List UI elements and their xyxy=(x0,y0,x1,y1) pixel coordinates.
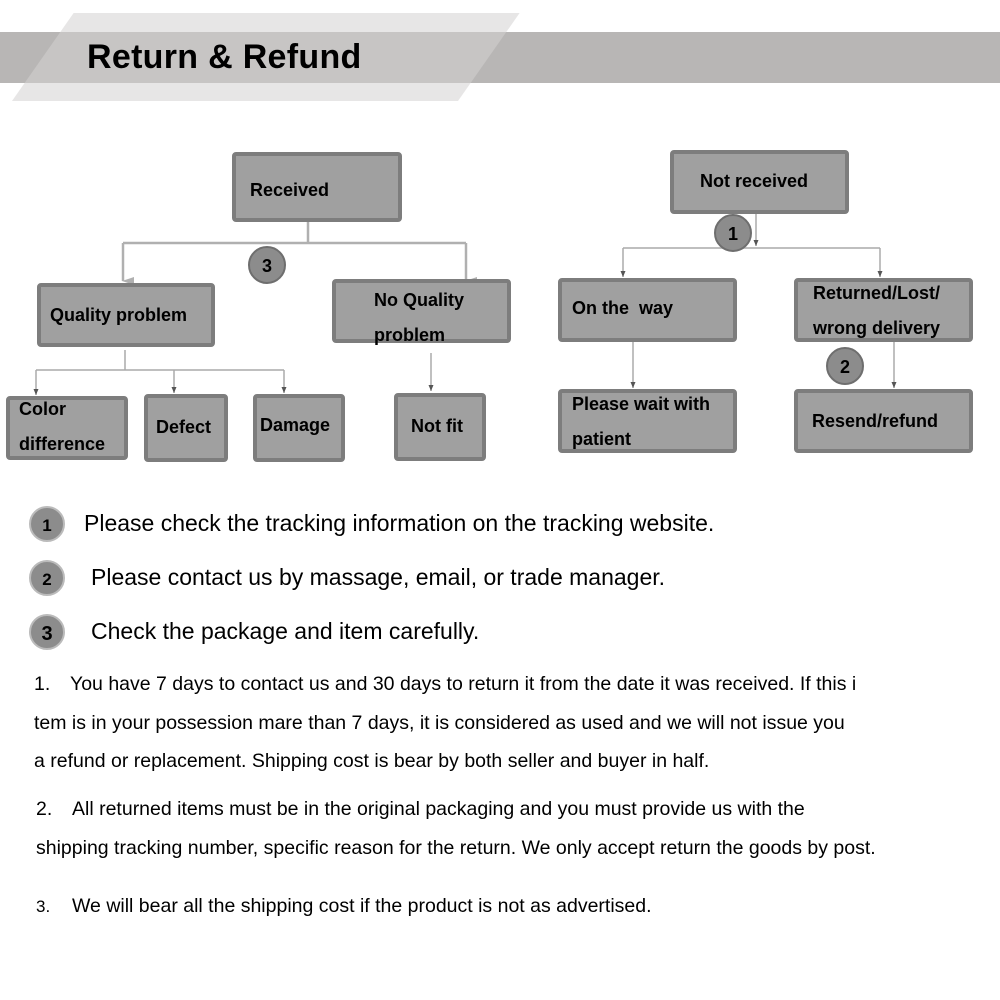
rule-line: a refund or replacement. Shipping cost is bear by both seller and buyer in half. xyxy=(34,750,710,772)
rule-number: 3. xyxy=(36,897,51,916)
legend-item-2: Please contact us by massage, email, or trade manager. xyxy=(91,564,666,590)
rule-line: shipping tracking number, specific reason for the return. We only accept return the goods by post. xyxy=(36,836,876,859)
box-no-quality-problem xyxy=(332,279,511,343)
box-not-received xyxy=(670,150,849,214)
box-label: Received xyxy=(250,180,330,200)
box-label: Resend/refund xyxy=(812,411,939,431)
box-label: Color xyxy=(19,399,66,419)
svg-text:2: 2 xyxy=(42,570,52,589)
box-label: Defect xyxy=(156,417,212,437)
box-defect xyxy=(144,394,228,462)
legend-badge-1-icon xyxy=(30,507,64,541)
legend-item-3: Check the package and item carefully. xyxy=(91,618,480,644)
legend-badge-3-icon xyxy=(30,615,64,649)
box-label: difference xyxy=(19,434,106,454)
rule-3 xyxy=(36,887,996,927)
box-color-difference xyxy=(6,396,128,460)
box-label: Quality problem xyxy=(50,305,188,325)
rule-line: tem is in your possession mare than 7 days, it is considered as used and we will not issue you xyxy=(34,711,845,734)
badge-2-icon xyxy=(827,348,863,384)
box-on-the-way xyxy=(558,278,737,342)
svg-text:1: 1 xyxy=(727,224,739,244)
box-label: No Quality xyxy=(374,290,465,310)
box-received xyxy=(232,152,402,222)
rule-2 xyxy=(36,790,996,867)
rule-line: We will bear all the shipping cost if the product is not as advertised. xyxy=(72,895,652,917)
svg-text:3: 3 xyxy=(261,256,273,276)
legend-item-1: Please check the tracking information on the tracking website. xyxy=(84,510,715,536)
legend-badge-2-icon xyxy=(30,561,64,595)
box-label: problem xyxy=(374,325,446,345)
box-label: Not fit xyxy=(411,416,463,436)
box-label: Damage xyxy=(260,415,331,435)
rule-1 xyxy=(34,665,994,781)
rule-number: 1. xyxy=(34,673,51,695)
page-title: Return & Refund xyxy=(87,38,362,76)
box-quality-problem xyxy=(37,283,215,347)
badge-1-icon xyxy=(715,215,751,251)
svg-text:1: 1 xyxy=(42,516,52,535)
box-label: Please wait with xyxy=(572,394,711,414)
svg-text:2: 2 xyxy=(839,357,851,377)
box-label: Returned/Lost/ xyxy=(813,283,941,303)
svg-text:3: 3 xyxy=(41,623,53,645)
box-label: wrong delivery xyxy=(813,318,941,338)
rule-line: All returned items must be in the original packaging and you must provide us with the xyxy=(72,798,805,820)
box-not-fit xyxy=(394,393,486,461)
badge-3-icon xyxy=(249,247,285,283)
rule-line: You have 7 days to contact us and 30 days to return it from the date it was received. If this i xyxy=(70,673,857,695)
box-damage xyxy=(253,394,345,462)
box-returned-lost xyxy=(794,278,973,342)
box-label: On the way xyxy=(572,298,674,318)
box-label: patient xyxy=(572,429,632,449)
box-please-wait xyxy=(558,389,737,453)
rule-number: 2. xyxy=(36,798,53,820)
box-resend-refund xyxy=(794,389,973,453)
box-label: Not received xyxy=(700,171,809,191)
